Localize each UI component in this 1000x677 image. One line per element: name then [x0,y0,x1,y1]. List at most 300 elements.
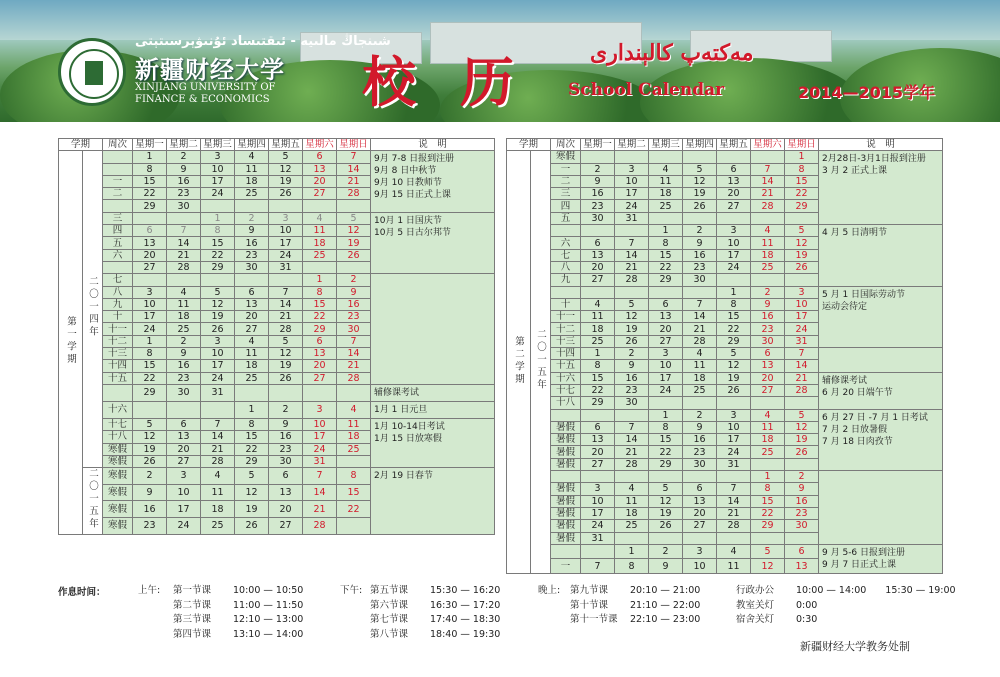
day-cell: 4 [717,544,751,559]
day-cell: 7 [615,237,649,249]
week-number: 十 [103,311,133,323]
day-cell: 30 [167,200,201,212]
day-cell: 4 [167,286,201,298]
day-cell: 22 [717,323,751,335]
day-cell [717,274,751,286]
week-number: 十一 [103,323,133,335]
period-time: 0:30 [796,614,818,625]
day-cell: 19 [785,434,819,446]
day-cell: 18 [615,507,649,519]
day-cell: 13 [581,434,615,446]
day-cell [337,384,371,401]
day-cell [303,384,337,401]
issuer-signature: 新疆财经大学教务处制 [800,640,910,653]
day-cell: 4 [751,409,785,421]
week-number: 三 [551,188,581,200]
day-cell: 26 [269,372,303,384]
week-number: 十二 [103,335,133,347]
day-cell: 9 [167,163,201,175]
day-cell: 14 [269,298,303,310]
day-cell [649,151,683,163]
day-cell: 25 [337,443,371,455]
day-cell: 30 [785,520,819,532]
day-cell: 16 [785,495,819,507]
notes-cell: 1月 1 日元旦 [371,401,495,418]
week-number [551,225,581,237]
week-number: 十七 [551,384,581,396]
day-cell: 28 [337,188,371,200]
calendar-table-first-term [58,138,495,535]
day-cell: 21 [615,446,649,458]
day-cell: 3 [649,348,683,360]
day-cell: 12 [133,431,167,443]
day-cell: 10 [581,495,615,507]
day-cell: 9 [337,286,371,298]
day-cell: 20 [717,188,751,200]
day-cell [337,455,371,467]
week-number: 暑假 [551,458,581,470]
day-cell: 1 [649,409,683,421]
day-cell: 31 [581,532,615,544]
week-number: 暑假 [551,421,581,433]
column-header: 星期四 [683,139,717,151]
day-cell: 18 [751,434,785,446]
column-header: 星期日 [785,139,819,151]
week-number: 五 [551,212,581,224]
day-cell: 3 [717,409,751,421]
day-cell [615,225,649,237]
day-cell: 12 [717,360,751,372]
day-cell: 24 [269,249,303,261]
day-cell [683,532,717,544]
column-header: 说 明 [371,139,495,151]
column-header: 星期四 [235,139,269,151]
day-cell: 22 [235,443,269,455]
period-time: 21:10 — 22:00 [630,599,701,611]
day-cell: 8 [581,360,615,372]
notes-cell: 10月 1 日国庆节 10月 5 日古尔邦节 [371,212,495,273]
day-cell: 17 [133,311,167,323]
day-cell: 13 [167,431,201,443]
period-time: 20:10 — 21:00 [630,585,701,596]
day-cell: 24 [201,188,235,200]
day-cell: 24 [133,323,167,335]
day-cell: 20 [581,261,615,273]
day-cell: 13 [303,348,337,360]
day-cell: 6 [717,163,751,175]
schedule-row [370,628,500,643]
day-cell: 14 [717,495,751,507]
period-time: 22:10 — 23:00 [630,614,701,625]
day-cell: 8 [649,237,683,249]
day-cell: 14 [337,348,371,360]
day-cell: 2 [751,286,785,298]
day-cell: 21 [201,443,235,455]
day-cell: 8 [133,163,167,175]
period-name: 第四节课 [173,628,212,640]
day-cell: 29 [201,261,235,273]
week-number [103,261,133,273]
academic-year: 2014—2015学年 [798,83,936,102]
week-number: 暑假 [551,434,581,446]
day-cell: 11 [201,484,235,501]
day-cell: 20 [751,372,785,384]
term-label: 第一学期 [59,151,83,534]
column-header: 星期三 [201,139,235,151]
week-number: 二 [103,188,133,200]
week-number [103,200,133,212]
week-number [103,384,133,401]
day-cell: 18 [167,311,201,323]
day-cell: 8 [337,468,371,485]
day-cell: 2 [785,471,819,483]
day-cell: 23 [615,384,649,396]
day-cell: 10 [615,175,649,187]
day-cell: 23 [235,249,269,261]
day-cell: 16 [235,237,269,249]
day-cell: 26 [785,261,819,273]
day-cell: 28 [683,335,717,347]
day-cell: 7 [337,151,371,163]
period-time: 18:40 — 19:30 [430,628,501,640]
day-cell [235,274,269,286]
day-cell: 12 [683,175,717,187]
day-cell: 27 [581,458,615,470]
week-number: 十七 [103,418,133,430]
day-cell [581,286,615,298]
day-cell: 23 [269,443,303,455]
day-cell: 8 [133,348,167,360]
day-cell [717,397,751,409]
day-cell: 7 [167,225,201,237]
day-cell: 19 [235,501,269,518]
day-cell: 21 [751,188,785,200]
day-cell: 23 [337,311,371,323]
day-cell: 13 [785,559,819,574]
schedule-row [736,599,956,614]
day-cell: 23 [581,200,615,212]
day-cell [167,401,201,418]
schedule-row [570,584,700,599]
period-time: 15:30 — 16:20 [430,585,501,596]
day-cell: 26 [201,323,235,335]
day-cell: 1 [785,151,819,163]
week-row [507,372,943,384]
day-cell: 26 [269,188,303,200]
day-cell: 4 [235,335,269,347]
day-cell: 11 [683,360,717,372]
day-cell: 17 [717,249,751,261]
evening-label: 晚上: [538,585,561,596]
day-cell: 17 [717,434,751,446]
day-cell [615,532,649,544]
day-cell: 1 [133,151,167,163]
week-row [507,348,943,360]
day-cell: 15 [303,298,337,310]
university-logo [58,38,126,106]
week-number: 寒假 [103,455,133,467]
day-cell: 6 [683,483,717,495]
day-cell: 24 [717,261,751,273]
day-cell: 25 [751,261,785,273]
calendar-table-second-term [506,138,943,574]
week-number: 十三 [551,335,581,347]
week-number: 十二 [551,323,581,335]
period-name: 第九节课 [570,585,609,596]
week-number: 暑假 [551,520,581,532]
day-cell: 12 [337,225,371,237]
day-cell: 25 [751,446,785,458]
day-cell: 8 [785,163,819,175]
day-cell: 16 [167,360,201,372]
day-cell [649,471,683,483]
week-row [59,151,495,163]
period-time: 11:00 — 11:50 [233,599,304,611]
period-name: 第五节课 [370,585,409,596]
column-header: 星期二 [167,139,201,151]
week-number: 一 [551,559,581,574]
day-cell [649,212,683,224]
day-cell: 14 [615,249,649,261]
day-cell: 19 [133,443,167,455]
day-cell: 18 [337,431,371,443]
week-number: 暑假 [551,507,581,519]
day-cell: 6 [751,348,785,360]
day-cell: 6 [235,286,269,298]
day-cell: 28 [269,323,303,335]
column-header: 星期三 [649,139,683,151]
schedule-row [736,613,956,628]
period-name: 行政办公 [736,585,775,596]
week-number: 十八 [551,397,581,409]
week-number: 九 [103,298,133,310]
day-cell: 13 [235,298,269,310]
day-cell: 16 [581,188,615,200]
day-cell: 2 [167,151,201,163]
day-cell: 2 [133,468,167,485]
day-cell: 20 [133,249,167,261]
week-number: 八 [551,261,581,273]
column-header: 星期二 [615,139,649,151]
day-cell: 5 [785,225,819,237]
week-number: 十八 [103,431,133,443]
day-cell: 22 [337,501,371,518]
day-cell: 27 [235,323,269,335]
day-cell: 25 [201,518,235,535]
day-cell: 6 [581,421,615,433]
day-cell [649,532,683,544]
day-cell [717,212,751,224]
day-cell: 5 [269,151,303,163]
week-row [507,286,943,298]
day-cell: 15 [235,431,269,443]
day-cell [581,544,615,559]
week-number: 九 [551,274,581,286]
day-cell: 11 [717,559,751,574]
day-cell: 19 [649,507,683,519]
day-cell [269,200,303,212]
column-header: 星期六 [751,139,785,151]
day-cell: 12 [751,559,785,574]
day-cell: 12 [785,421,819,433]
day-cell [683,397,717,409]
day-cell: 7 [751,163,785,175]
day-cell: 21 [303,501,337,518]
day-cell: 7 [269,286,303,298]
day-cell: 11 [649,175,683,187]
notes-cell [819,348,943,373]
day-cell: 25 [615,520,649,532]
day-cell: 5 [133,418,167,430]
day-cell: 16 [269,431,303,443]
day-cell: 22 [303,311,337,323]
week-number: 八 [103,286,133,298]
day-cell: 13 [683,495,717,507]
day-cell: 17 [649,372,683,384]
day-cell: 25 [683,384,717,396]
day-cell: 15 [649,434,683,446]
day-cell: 7 [201,418,235,430]
day-cell: 3 [201,335,235,347]
day-cell: 3 [581,483,615,495]
day-cell: 27 [649,335,683,347]
schedule-row [370,613,500,628]
day-cell: 19 [201,311,235,323]
day-cell: 23 [683,446,717,458]
notes-cell: 辅修课考试 6 月 20 日端午节 [819,372,943,409]
day-cell: 17 [269,237,303,249]
day-cell: 9 [649,559,683,574]
day-cell: 13 [751,360,785,372]
day-cell: 31 [201,384,235,401]
week-number [551,471,581,483]
day-cell: 28 [167,261,201,273]
day-cell [615,286,649,298]
day-cell: 10 [303,418,337,430]
day-cell [303,261,337,273]
day-cell: 11 [751,237,785,249]
day-cell [337,261,371,273]
week-number: 五 [103,237,133,249]
column-header: 星期一 [581,139,615,151]
day-cell: 29 [235,455,269,467]
column-header: 星期五 [717,139,751,151]
day-cell: 20 [683,507,717,519]
week-row [59,401,495,418]
university-name-chinese: 新疆财经大学 [135,55,285,84]
day-cell: 17 [581,507,615,519]
day-cell: 29 [303,323,337,335]
column-header: 星期日 [337,139,371,151]
day-cell: 16 [133,501,167,518]
day-cell: 5 [751,544,785,559]
day-cell: 27 [751,384,785,396]
period-time: 10:00 — 10:50 [233,585,304,596]
schedule-label: 作息时间： [58,587,106,598]
day-cell [133,401,167,418]
week-row [507,225,943,237]
day-cell: 4 [649,163,683,175]
evening-schedule [570,584,700,628]
day-cell [581,471,615,483]
schedule-row [173,599,303,614]
day-cell: 29 [649,458,683,470]
day-cell: 19 [337,237,371,249]
day-cell: 2 [581,163,615,175]
week-row [507,151,943,163]
day-cell: 14 [615,434,649,446]
week-number: 十一 [551,311,581,323]
day-cell: 3 [717,225,751,237]
schedule-row [173,613,303,628]
notes-cell [371,274,495,385]
week-number: 寒假 [103,484,133,501]
day-cell: 1 [751,471,785,483]
period-name: 第一节课 [173,585,212,596]
day-cell: 31 [785,335,819,347]
day-cell: 12 [269,163,303,175]
day-cell [751,274,785,286]
day-cell: 17 [201,175,235,187]
day-cell: 15 [717,311,751,323]
day-cell: 20 [581,446,615,458]
column-header: 学期 [59,139,103,151]
week-number: 四 [103,225,133,237]
day-cell: 11 [303,225,337,237]
day-cell: 1 [133,335,167,347]
day-cell: 26 [785,446,819,458]
day-cell [133,274,167,286]
day-cell: 2 [683,225,717,237]
day-cell: 30 [581,212,615,224]
day-cell: 26 [683,200,717,212]
day-cell: 7 [581,559,615,574]
notes-cell: 9月 7-8 日报到注册 9月 8 日中秋节 9月 10 日教师节 9月 15 日正式上课 [371,151,495,212]
day-cell: 24 [167,518,201,535]
week-row [59,384,495,401]
day-cell [785,274,819,286]
day-cell: 22 [133,188,167,200]
week-number: 七 [103,274,133,286]
day-cell: 11 [235,163,269,175]
day-cell: 5 [235,468,269,485]
week-number: 二 [551,175,581,187]
day-cell: 6 [303,335,337,347]
day-cell: 18 [581,323,615,335]
day-cell: 29 [785,200,819,212]
day-cell [751,397,785,409]
day-cell: 6 [269,468,303,485]
day-cell: 5 [337,212,371,224]
day-cell [201,401,235,418]
day-cell: 7 [615,421,649,433]
day-cell: 8 [649,421,683,433]
day-cell: 10 [133,298,167,310]
day-cell: 4 [201,468,235,485]
day-cell: 29 [717,335,751,347]
week-number [551,409,581,421]
day-cell: 19 [615,323,649,335]
day-cell: 1 [235,401,269,418]
afternoon-schedule [370,584,500,642]
day-cell [785,532,819,544]
day-cell: 15 [201,237,235,249]
day-cell: 11 [235,348,269,360]
day-cell [751,151,785,163]
day-cell: 12 [269,348,303,360]
notes-cell: 9 月 5-6 日报到注册 9 月 7 日正式上课 [819,544,943,573]
day-cell: 22 [581,384,615,396]
